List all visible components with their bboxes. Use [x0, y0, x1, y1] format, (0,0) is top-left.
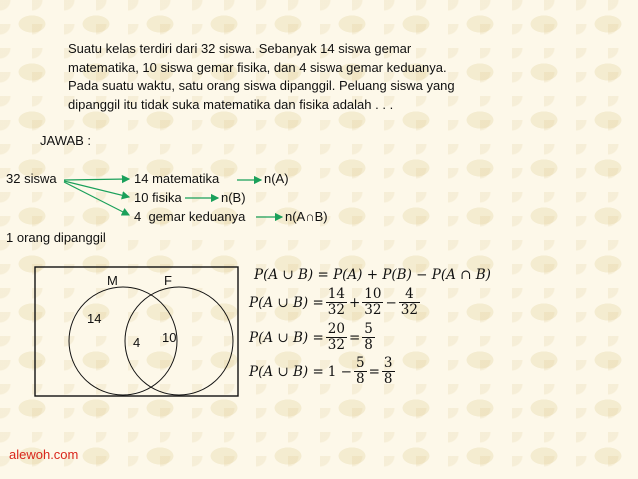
watermark-link[interactable]: alewoh.com: [9, 447, 79, 462]
formula-sum: [249, 322, 377, 353]
set-m-circle: [69, 287, 177, 395]
answer-label: JAWAB :: [40, 133, 92, 148]
fraction: $\frac{3}{8}$: [383, 355, 393, 387]
problem-line: Suatu kelas terdiri dari 32 siswa. Sebanyak 14 siswa gemar: [68, 41, 412, 56]
operator: =: [368, 363, 380, 380]
formula-union: P(A ∪ B) = P(A) + P(B) − P(A ∩ B): [254, 267, 491, 283]
venn-both: 4: [133, 335, 141, 350]
problem-line: Pada suatu waktu, satu orang siswa dipanggil. Peluang siswa yang: [68, 78, 455, 93]
formula-lhs: P(A ∪ B) =: [249, 363, 324, 380]
arrow-to-physics: [64, 181, 129, 197]
venn-diagram: [34, 266, 240, 398]
item-math: 14 matematika: [134, 171, 220, 186]
venn-only-m: 14: [87, 311, 102, 326]
formula-lhs: P(A ∪ B) =: [249, 294, 324, 311]
problem-line: dipanggil itu tidak suka matematika dan fisika adalah . . .: [68, 96, 394, 112]
symbol-n-a-and-b: n(A∩B): [285, 209, 328, 224]
operator: =: [348, 329, 361, 346]
operator: +: [348, 294, 361, 311]
arrow-to-both: [64, 182, 129, 215]
venn-label-f: F: [164, 273, 172, 288]
venn-only-f: 10: [162, 330, 177, 345]
arrow-to-math: [64, 179, 129, 180]
universal-set-box: [35, 267, 238, 396]
formula-complement: [249, 356, 397, 387]
item-both: 4 gemar keduanya: [134, 209, 246, 224]
symbol-n-b: n(B): [221, 190, 246, 205]
symbol-n-a: n(A): [264, 171, 289, 186]
fraction: $\frac{5}{8}$: [356, 355, 365, 387]
fraction: $\frac{5}{8}$: [364, 321, 373, 353]
fraction: $\frac{14}{32}$: [327, 286, 345, 318]
problem-line: matematika, 10 siswa gemar fisika, dan 4 siswa gemar keduanya.: [68, 59, 447, 75]
fraction: $\frac{4}{32}$: [400, 286, 418, 318]
total-students: 32 siswa: [6, 171, 57, 186]
item-physics: 10 fisika: [134, 190, 182, 205]
one-minus: 1 −: [327, 363, 352, 380]
operator: −: [385, 294, 397, 311]
set-f-circle: [125, 287, 233, 395]
venn-label-m: M: [107, 273, 118, 288]
formula-lhs: P(A ∪ B) =: [249, 329, 324, 346]
fraction: $\frac{10}{32}$: [364, 286, 382, 318]
called-student: 1 orang dipanggil: [6, 230, 106, 245]
fraction: $\frac{20}{32}$: [327, 321, 345, 353]
formula-substitution: [249, 287, 422, 318]
